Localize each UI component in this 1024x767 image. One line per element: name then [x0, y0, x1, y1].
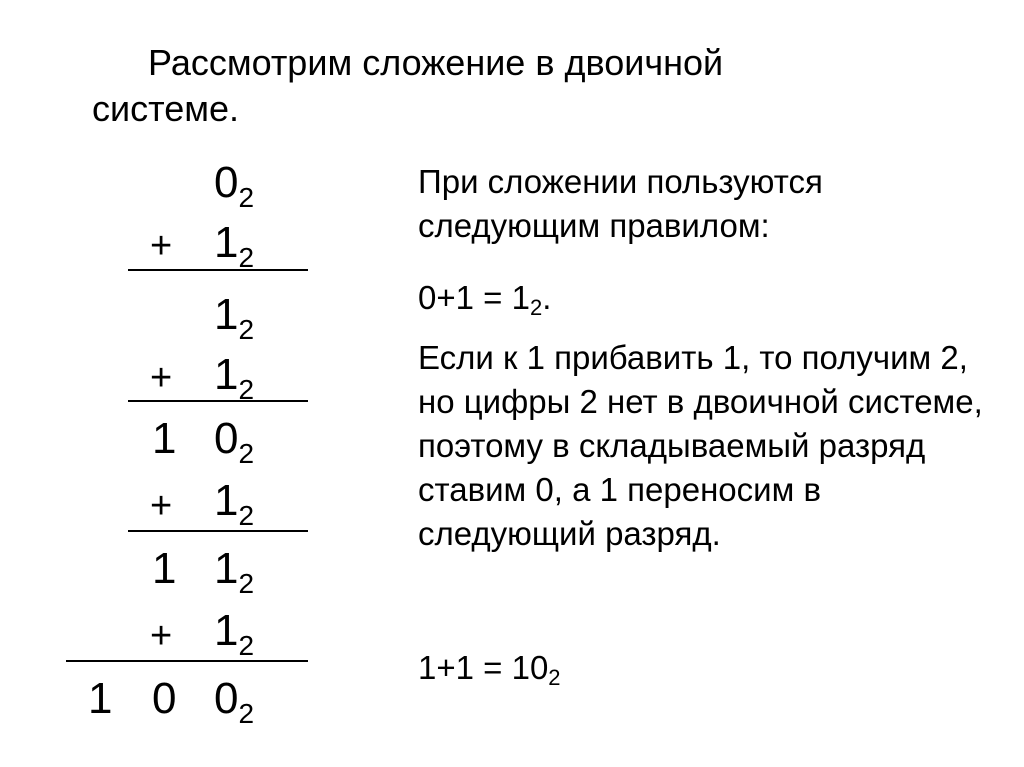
- slide-heading: [92, 40, 852, 132]
- rule-example-1: $0+1 = 1_2$.: [418, 279, 552, 320]
- digit-ones: $1_2$: [214, 606, 255, 661]
- plus-sign: +: [150, 225, 173, 267]
- plus-sign: +: [150, 357, 173, 399]
- sum-line: [128, 530, 308, 532]
- digit-twos: 1: [152, 544, 177, 593]
- sum-line: [66, 660, 308, 662]
- digit-ones: $1_2$: [214, 290, 255, 345]
- digit-ones: $0_2$: [214, 158, 255, 213]
- plus-sign: +: [150, 485, 173, 527]
- digit-ones: $1_2$: [214, 350, 255, 405]
- digit-twos: 1: [152, 414, 177, 463]
- rule-paragraph: Если к 1 прибавить 1, то получим 2, но цифры 2 нет в двоичной системе, поэтому в складываемый разряд ставим 0, а 1 переносим в следующий разряд.: [418, 339, 983, 552]
- sum-line: [128, 400, 308, 402]
- digit-ones: $0_2$: [214, 414, 255, 469]
- plus-sign: +: [150, 615, 173, 657]
- digit-ones: $1_2$: [214, 476, 255, 531]
- digit-ones: $0_2$: [214, 674, 255, 729]
- heading-line-2: системе.: [92, 88, 239, 129]
- digit-twos: 0: [152, 674, 177, 723]
- digit-fours: 1: [88, 674, 113, 723]
- digit-ones: $1_2$: [214, 544, 255, 599]
- rule-intro: При сложении пользуются следующим правилом:: [418, 163, 823, 244]
- sum-line: [128, 269, 308, 271]
- digit-ones: $1_2$: [214, 218, 255, 273]
- heading-line-1: Рассмотрим сложение в двоичной: [148, 42, 724, 83]
- rule-example-2: $1+1 = 10_2$: [418, 649, 561, 690]
